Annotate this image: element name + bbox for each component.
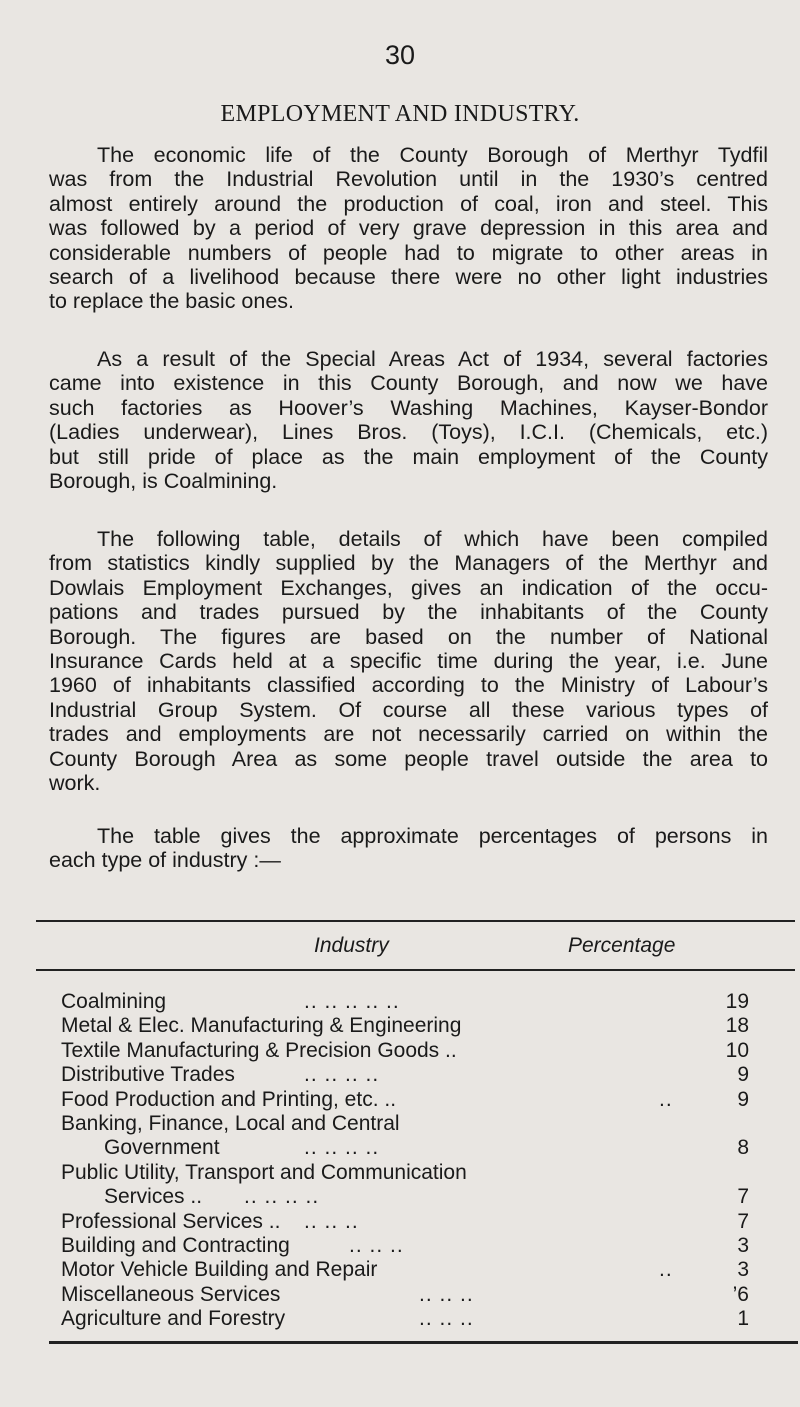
- industry-label: Metal & Elec. Manufacturing & Engineering: [61, 1014, 462, 1038]
- industry-label: Distributive Trades: [61, 1063, 235, 1087]
- industry-label: Miscellaneous Services: [61, 1282, 281, 1306]
- table-bottom-rule: [49, 1341, 798, 1344]
- leader-dots: .. .. .. ..: [304, 1136, 380, 1160]
- table-row: [49, 1307, 749, 1331]
- leader-dots: .. .. .. .. ..: [304, 990, 400, 1013]
- percentage-value: 1: [737, 1307, 749, 1331]
- paragraph-line: Industrial Group System. Of course all these various types of: [49, 697, 768, 722]
- paragraph-line: 1960 of inhabitants classified according to the Ministry of Labour’s: [49, 673, 768, 698]
- industry-label: Agriculture and Forestry: [61, 1307, 286, 1331]
- paragraph-line: pations and trades pursued by the inhabitants of the County: [49, 600, 768, 625]
- table-row: [49, 990, 749, 1014]
- industry-label: Services ..: [104, 1185, 203, 1209]
- table-row: [49, 1088, 749, 1112]
- table-row: [49, 1258, 749, 1282]
- percentage-value: 9: [737, 1087, 749, 1111]
- paragraph-special-areas: [49, 347, 768, 493]
- percentage-value: 3: [737, 1233, 749, 1257]
- paragraph-line: from statistics kindly supplied by the Managers of the Merthyr and: [49, 551, 768, 576]
- table-row: [49, 1112, 749, 1136]
- percentage-value: 9: [737, 1063, 749, 1087]
- table-row: [49, 1014, 749, 1038]
- leader-dots: .. .. .. ..: [304, 1063, 380, 1087]
- leader-dots: .. .. ..: [349, 1233, 404, 1257]
- paragraph-line: Borough, is Coalmining.: [49, 469, 278, 494]
- industry-label: Coalmining: [61, 990, 167, 1013]
- page-title: EMPLOYMENT AND INDUSTRY.: [220, 101, 580, 127]
- industry-label: Professional Services ..: [61, 1209, 281, 1233]
- leader-dots: .. .. .. ..: [244, 1185, 320, 1209]
- percentage-value: ’6: [732, 1282, 749, 1306]
- table-top-rule: [36, 920, 795, 922]
- leader-dots: .. .. ..: [419, 1307, 474, 1331]
- table-row: [49, 1210, 749, 1234]
- paragraph-line: search of a livelihood because there were no other light industries: [49, 265, 768, 290]
- paragraph-line: such factories as Hoover’s Washing Machines, Kayser-Bondor: [49, 395, 768, 420]
- industry-label: Banking, Finance, Local and Central: [61, 1111, 400, 1135]
- industry-label: Government: [104, 1136, 220, 1160]
- table-row: [49, 1161, 749, 1185]
- page-number: 30: [384, 40, 416, 70]
- percentage-value: 19: [725, 990, 749, 1013]
- paragraph-table-caption: [49, 824, 768, 873]
- paragraph-line: but still pride of place as the main employment of the County: [49, 444, 768, 469]
- column-header-industry: Industry: [314, 934, 389, 957]
- paragraph-line: came into existence in this County Borough, and now we have: [49, 371, 768, 396]
- table-row: [49, 1063, 749, 1087]
- percentage-value: 7: [737, 1209, 749, 1233]
- table-row: [49, 1039, 749, 1063]
- paragraph-line: Dowlais Employment Exchanges, gives an indication of the occu-: [49, 575, 768, 600]
- percentage-value: 3: [737, 1258, 749, 1282]
- paragraph-line: almost entirely around the production of coal, iron and steel. This: [49, 191, 768, 216]
- paragraph-line: (Ladies underwear), Lines Bros. (Toys), I.C.I. (Chemicals, etc.): [49, 420, 768, 445]
- paragraph-line: considerable numbers of people had to migrate to other areas in: [49, 240, 768, 265]
- paragraph-line: The table gives the approximate percentages of persons in: [97, 824, 768, 848]
- leader-dots: ..: [659, 1087, 673, 1111]
- percentage-value: 18: [725, 1014, 749, 1038]
- table-row: [49, 1136, 749, 1160]
- table-row: [49, 1283, 749, 1307]
- table-row: [49, 1234, 749, 1258]
- paragraph-line: Borough. The figures are based on the number of National: [49, 624, 768, 649]
- leader-dots: .. .. ..: [304, 1209, 359, 1233]
- leader-dots: .. .. ..: [419, 1282, 474, 1306]
- industry-label: Food Production and Printing, etc. ..: [61, 1087, 397, 1111]
- paragraph-line: County Borough Area as some people travel outside the area to: [49, 746, 768, 771]
- percentage-value: 10: [725, 1038, 749, 1062]
- column-header-percentage: Percentage: [568, 934, 676, 957]
- paragraph-line: to replace the basic ones.: [49, 289, 295, 314]
- table-row: [49, 1185, 749, 1209]
- paragraph-table-intro: [49, 527, 768, 795]
- paragraph-line: Insurance Cards held at a specific time during the year, i.e. June: [49, 649, 768, 674]
- percentage-value: 7: [737, 1185, 749, 1209]
- industry-label: Textile Manufacturing & Precision Goods ..: [61, 1038, 457, 1062]
- paragraph-line: each type of industry :—: [49, 848, 281, 873]
- paragraph-line: The following table, details of which have been compiled: [97, 527, 768, 551]
- industry-label: Motor Vehicle Building and Repair: [61, 1258, 378, 1282]
- paragraph-line: was followed by a period of very grave depression in this area and: [49, 216, 768, 241]
- percentage-value: 8: [737, 1136, 749, 1160]
- paragraph-line: The economic life of the County Borough of Merthyr Tydfil: [97, 143, 768, 167]
- industry-table: [49, 990, 749, 1331]
- industry-label: Public Utility, Transport and Communication: [61, 1160, 467, 1184]
- paragraph-line: was from the Industrial Revolution until in the 1930’s centred: [49, 167, 768, 192]
- paragraph-line: work.: [49, 771, 101, 796]
- paragraph-economic-life: [49, 143, 768, 314]
- paragraph-line: trades and employments are not necessarily carried on within the: [49, 722, 768, 747]
- leader-dots: ..: [659, 1258, 673, 1282]
- table-header-rule: [36, 969, 795, 971]
- paragraph-line: As a result of the Special Areas Act of 1934, several factories: [97, 347, 768, 371]
- industry-label: Building and Contracting: [61, 1233, 290, 1257]
